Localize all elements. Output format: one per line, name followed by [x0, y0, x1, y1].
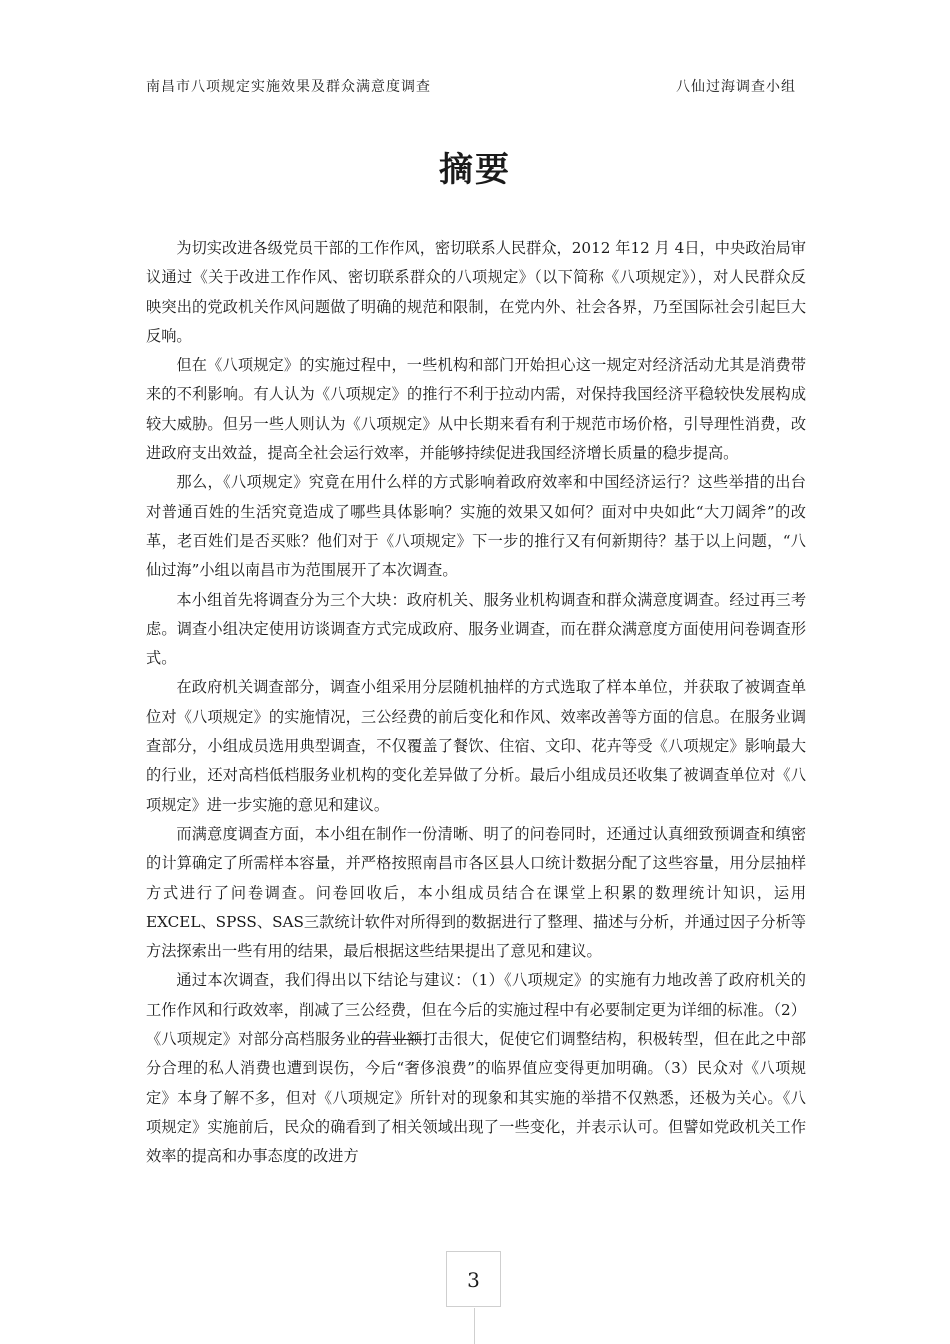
header-document-title: 南昌市八项规定实施效果及群众满意度调查	[146, 79, 431, 95]
paragraph-7-text-after: 打击很大，促使它们调整结构，积极转型，但在此之中部分合理的私人消费也遭到误伤，今后“奢侈浪费”的临界值应变得更加明确。（3）民众对《八项规定》本身了解不多，但对《八项规定》所针对的现象和其实施的举措不仅熟悉，还极为关心。《八项规定》实施前后，民众的确看到了相关领域出现了一些变化，并表示认可。但譬如党政机关工作效率的提高和办事态度的改进方	[146, 1030, 807, 1166]
paragraph-1: 为切实改进各级党员干部的工作作风，密切联系人民群众，2012 年12 月 4日，中央政治局审议通过《关于改进工作作风、密切联系群众的八项规定》（以下简称《八项规定》），对人民群众反映突出的党政机关作风问题做了明确的规范和限制，在党内外、社会各界，乃至国际社会引起巨大反响。	[146, 239, 806, 345]
paragraph-7	[146, 966, 806, 1171]
paragraph-6: 而满意度调查方面，本小组在制作一份清晰、明了的问卷同时，还通过认真细致预调查和缜密的计算确定了所需样本容量，并严格按照南昌市各区县人口统计数据分配了这些容量，用分层抽样方式进行了问卷调查。问卷回收后，本小组成员结合在课堂上积累的数理统计知识，运用EXCEL、SPSS、SAS三款统计软件对所得到的数据进行了整理、描述与分析，并通过因子分析等方法探索出一些有用的结果，最后根据这些结果提出了意见和建议。	[146, 824, 806, 961]
paragraph-5: 在政府机关调查部分，调查小组采用分层随机抽样的方式选取了样本单位，并获取了被调查单位对《八项规定》的实施情况，三公经费的前后变化和作风、效率改善等方面的信息。在服务业调查部分，小组成员选用典型调查，不仅覆盖了餐饮、住宿、文印、花卉等受《八项规定》影响最大的行业，还对高档低档服务业机构的变化差异做了分析。最后小组成员还收集了被调查单位对《八项规定》进一步实施的意见和建议。	[146, 678, 806, 814]
paragraph-7-text-before: 通过本次调查，我们得出以下结论与建议：（1）《八项规定》的实施有力地改善了政府机关的工作作风和行政效率，削减了三公经费，但在今后的实施过程中有必要制定更为详细的标准。（2）《八项规定》对部分高档服务业	[146, 971, 806, 1049]
paragraph-4: 本小组首先将调查分为三个大块：政府机关、服务业机构调查和群众满意度调查。经过再三考虑。调查小组决定使用访谈调查方式完成政府、服务业调查，而在群众满意度方面使用问卷调查形式。	[146, 590, 806, 668]
paragraph-2: 但在《八项规定》的实施过程中，一些机构和部门开始担心这一规定对经济活动尤其是消费带来的不利影响。有人认为《八项规定》的推行不利于拉动内需，对保持我国经济平稳较快发展构成较大威胁。但另一些人则认为《八项规定》从中长期来看有利于规范市场价格，引导理性消费，改进政府支出效益，提高全社会运行效率，并能够持续促进我国经济增长质量的稳步提高。	[146, 356, 806, 463]
abstract-body	[146, 234, 806, 1172]
abstract-title: 摘要	[439, 150, 511, 190]
header-group-name: 八仙过海调查小组	[676, 79, 796, 95]
paragraph-3: 那么，《八项规定》究竟在用什么样的方式影响着政府效率和中国经济运行？这些举措的出台对普通百姓的生活究竟造成了哪些具体影响？实施的效果又如何？面对中央如此“大刀阔斧”的改革，老百姓们是否买账？他们对于《八项规定》下一步的推行又有何新期待？基于以上问题，“八仙过海”小组以南昌市为范围展开了本次调查。	[146, 473, 806, 580]
page-number-divider	[474, 1308, 475, 1344]
struck-text: 的营业额	[360, 1030, 423, 1049]
page-number: 3	[446, 1251, 501, 1307]
page-header	[146, 76, 806, 98]
